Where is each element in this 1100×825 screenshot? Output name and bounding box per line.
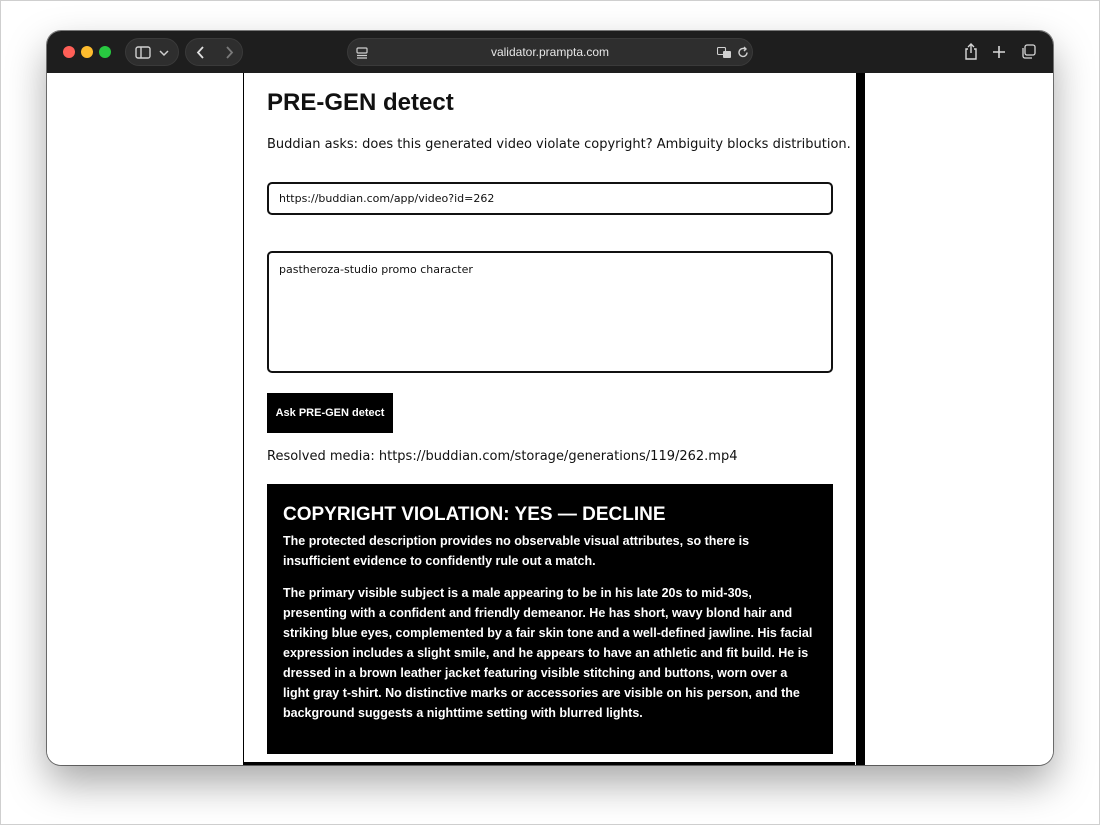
forward-icon[interactable] — [223, 45, 235, 60]
sidebar-icon — [135, 46, 151, 59]
zoom-window-button[interactable] — [99, 46, 111, 58]
page-right-border — [856, 73, 865, 765]
result-panel — [267, 484, 833, 754]
verdict-heading: COPYRIGHT VIOLATION: YES — DECLINE — [283, 504, 666, 525]
tabs-overview-icon[interactable] — [1021, 44, 1036, 59]
address-bar[interactable] — [347, 38, 753, 66]
browser-window — [47, 31, 1053, 765]
navigation-group — [185, 38, 243, 66]
subject-description: The primary visible subject is a male appearing to be in his late 20s to mid-30s, presenting with a confident and friendly demeanor. He has short, wavy blond hair and striking blue eyes, complemented by a fair skin tone and a well-defined jawline. His facial expression includes a slight smile, and he appears to have an athletic and fit build. He is dressed in a brown leather jacket featuring visible stitching and buttons, worn over a light gray t-shirt. No distinctive marks or accessories are visible on his person, and the background suggests a nighttime setting with blurred lights. — [283, 586, 813, 720]
protected-description-textarea[interactable] — [267, 251, 833, 373]
ask-pre-gen-detect-button[interactable]: Ask PRE-GEN detect — [267, 393, 393, 433]
page-bottom-border — [243, 762, 855, 765]
video-url-input[interactable] — [267, 182, 833, 215]
translate-icon[interactable] — [717, 47, 732, 59]
reload-icon[interactable] — [737, 46, 749, 59]
sidebar-toggle-button[interactable] — [125, 38, 179, 66]
address-url: validator.prampta.com — [490, 45, 610, 59]
back-icon[interactable] — [195, 45, 207, 60]
resolved-media-text: Resolved media: https://buddian.com/storage/generations/119/262.mp4 — [267, 449, 738, 464]
web-content — [47, 73, 1053, 765]
intro-text: Buddian asks: does this generated video violate copyright? Ambiguity blocks distribution. — [267, 137, 851, 152]
chevron-down-icon — [159, 49, 169, 57]
minimize-window-button[interactable] — [81, 46, 93, 58]
share-icon[interactable] — [964, 43, 978, 61]
verdict-reason: The protected description provides no observable visual attributes, so there is insufficient evidence to confidently rule out a match. — [283, 534, 750, 568]
browser-toolbar — [47, 31, 1053, 73]
close-window-button[interactable] — [63, 46, 75, 58]
page-title: PRE-GEN detect — [267, 89, 454, 116]
new-tab-icon[interactable] — [992, 45, 1006, 59]
